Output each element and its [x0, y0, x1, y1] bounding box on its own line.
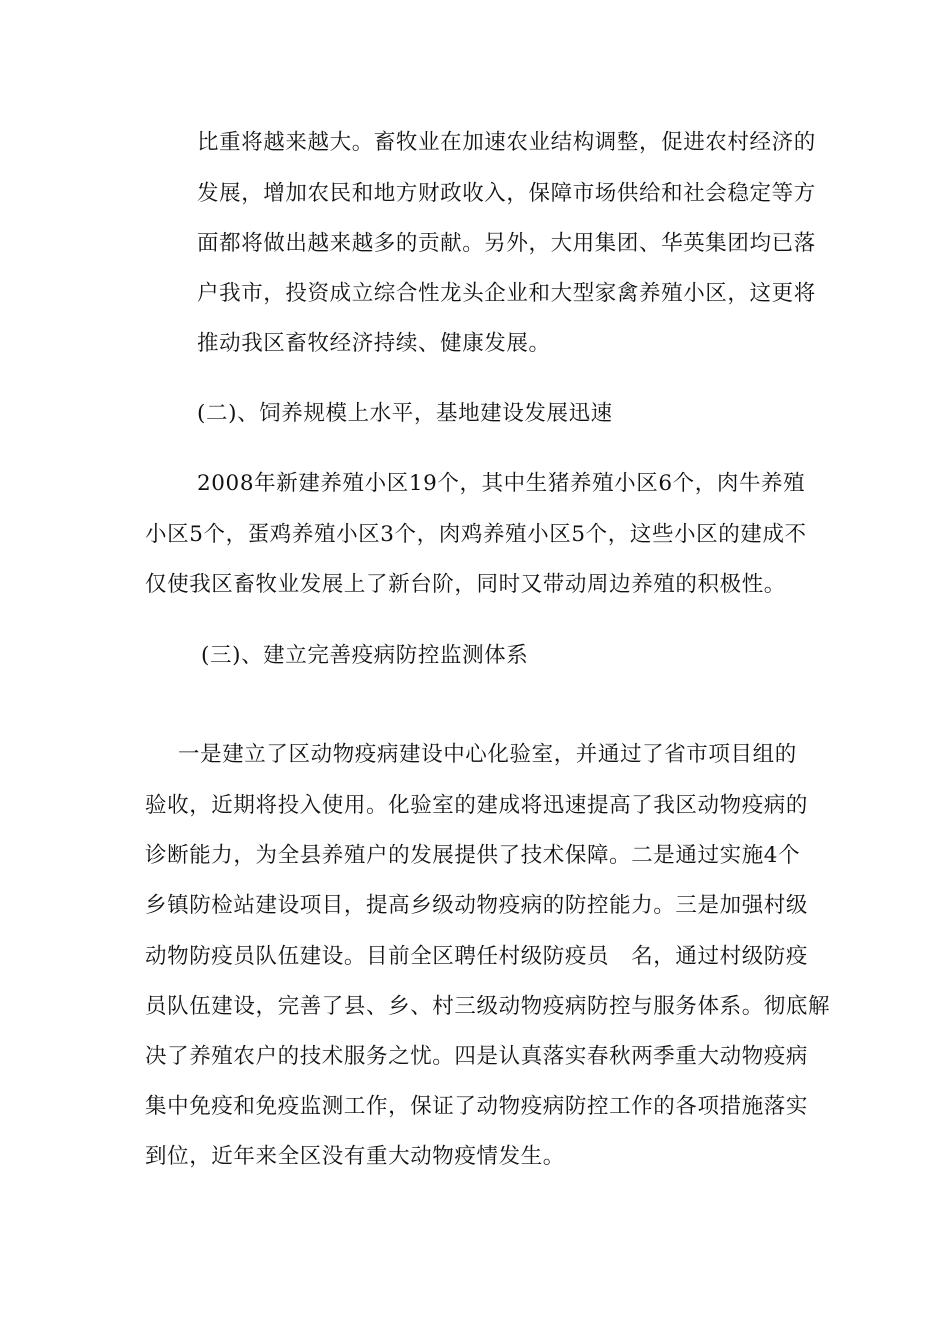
paragraph-3-line-8: 集中免疫和免疫监测工作，保证了动物疫病防控工作的各项措施落实	[145, 1094, 809, 1119]
paragraph-1-line-5: 推动我区畜牧经济持续、健康发展。	[197, 331, 551, 356]
paragraph-3-line-3: 诊断能力，为全县养殖户的发展提供了技术保障。二是通过实施4个	[145, 843, 801, 868]
paragraph-3-line-1: 一是建立了区动物疫病建设中心化验室，并通过了省市项目组的	[178, 742, 797, 767]
paragraph-2-line-3: 仅使我区畜牧业发展上了新台阶，同时又带动周边养殖的积极性。	[145, 572, 786, 597]
paragraph-3-line-9: 到位，近年来全区没有重大动物疫情发生。	[145, 1144, 565, 1169]
paragraph-1-line-2: 发展，增加农民和地方财政收入，保障市场供给和社会稳定等方	[197, 181, 816, 206]
section-heading-2: (二)、饲养规模上水平，基地建设发展迅速	[197, 401, 613, 426]
paragraph-2-line-2: 小区5个，蛋鸡养殖小区3个，肉鸡养殖小区5个，这些小区的建成不	[145, 522, 807, 547]
paragraph-3-line-7: 决了养殖农户的技术服务之忧。四是认真落实春秋两季重大动物疫病	[145, 1044, 809, 1069]
paragraph-3-line-6: 员队伍建设，完善了县、乡、村三级动物疫病防控与服务体系。彻底解	[145, 994, 831, 1019]
paragraph-1-line-4: 户我市，投资成立综合性龙头企业和大型家禽养殖小区，这更将	[197, 281, 816, 306]
paragraph-2-line-1: 2008年新建养殖小区19个，其中生猪养殖小区6个，肉牛养殖	[197, 471, 806, 496]
paragraph-3-line-2: 验收，近期将投入使用。化验室的建成将迅速提高了我区动物疫病的	[145, 793, 809, 818]
paragraph-1-line-1: 比重将越来越大。畜牧业在加速农业结构调整，促进农村经济的	[197, 130, 816, 155]
section-heading-3: (三)、建立完善疫病防控监测体系	[201, 643, 529, 668]
paragraph-1-line-3: 面都将做出越来越多的贡献。另外，大用集团、华英集团均已落	[197, 231, 816, 256]
paragraph-3-line-4: 乡镇防检站建设项目，提高乡级动物疫病的防控能力。三是加强村级	[145, 893, 809, 918]
paragraph-3-line-5: 动物防疫员队伍建设。目前全区聘任村级防疫员 名，通过村级防疫	[145, 944, 809, 969]
